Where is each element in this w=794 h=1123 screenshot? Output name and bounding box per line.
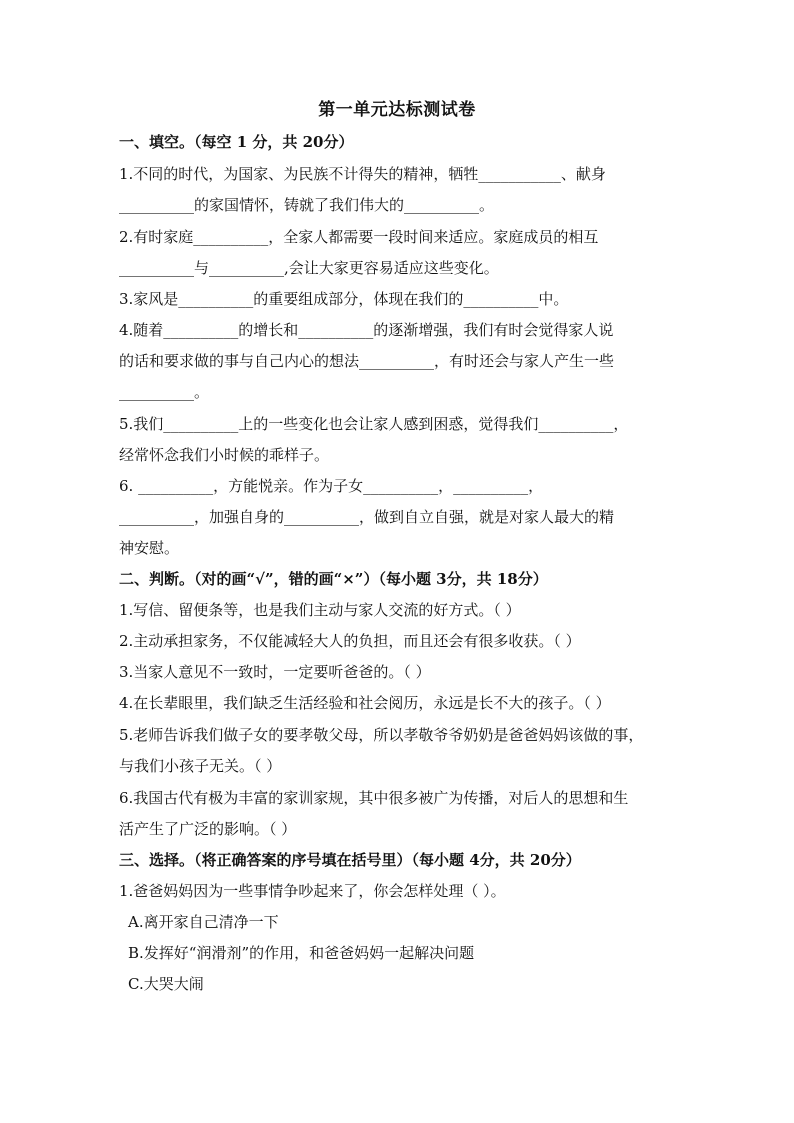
question-line: 与我们小孩子无关。（ ） — [119, 757, 282, 775]
question-line: 3.当家人意见不一致时，一定要听爸爸的。（ ） — [119, 663, 431, 681]
question-line: 2.有时家庭__________，全家人都需要一段时间来适应。家庭成员的相互 — [119, 228, 599, 246]
question-line: 活产生了广泛的影响。（ ） — [119, 820, 297, 838]
question-line: 2.主动承担家务，不仅能减轻大人的负担，而且还会有很多收获。（ ） — [119, 632, 581, 650]
question-line: __________与__________,会让大家更容易适应这些变化。 — [119, 259, 499, 277]
choice-option-b: B.发挥好“润滑剂”的作用，和爸爸妈妈一起解决问题 — [128, 944, 475, 962]
question-line: 3.家风是__________的重要组成部分，体现在我们的__________中。 — [119, 290, 569, 308]
exam-title: 第一单元达标测试卷 — [318, 100, 476, 120]
question-line: 6.我国古代有极为丰富的家训家规，其中很多被广为传播，对后人的思想和生 — [119, 789, 629, 807]
question-line: 4.在长辈眼里，我们缺乏生活经验和社会阅历，永远是长不大的孩子。（ ） — [119, 694, 611, 712]
section-heading-choice: 三、选择。（将正确答案的序号填在括号里）（每小题 4分，共 20分） — [119, 851, 581, 869]
question-line: __________。 — [119, 383, 210, 401]
question-line: 1.写信、留便条等，也是我们主动与家人交流的好方式。（ ） — [119, 601, 521, 619]
question-line: 1.不同的时代，为国家、为民族不计得失的精神，牺牲___________、献身 — [119, 165, 606, 183]
question-line: 6. __________，方能悦亲。作为子女__________，__________， — [119, 477, 544, 495]
question-line: 神安慰。 — [119, 539, 180, 557]
section-heading-fill-blank: 一、填空。（每空 1 分，共 20分） — [119, 133, 354, 151]
question-line: 5.老师告诉我们做子女的要孝敬父母，所以孝敬爷爷奶奶是爸爸妈妈该做的事， — [119, 726, 644, 744]
choice-option-a: A.离开家自己清净一下 — [128, 913, 279, 931]
question-line: 5.我们__________上的一些变化也会让家人感到困惑，觉得我们__________， — [119, 415, 629, 433]
question-line: 经常怀念我们小时候的乖样子。 — [119, 446, 330, 464]
choice-option-c: C.大哭大闹 — [128, 975, 204, 993]
question-line: 4.随着__________的增长和__________的逐渐增强，我们有时会觉得家人说 — [119, 321, 614, 339]
question-line: __________，加强自身的__________，做到自立自强，就是对家人最大的精 — [119, 508, 615, 526]
question-line: 的话和要求做的事与自己内心的想法__________，有时还会与家人产生一些 — [119, 352, 615, 370]
question-line: __________的家国情怀，铸就了我们伟大的__________。 — [119, 196, 495, 214]
section-heading-judgement: 二、判断。（对的画“√”，错的画“×”）（每小题 3分，共 18分） — [119, 570, 548, 588]
question-line: 1.爸爸妈妈因为一些事情争吵起来了，你会怎样处理（ ）。 — [119, 882, 506, 900]
